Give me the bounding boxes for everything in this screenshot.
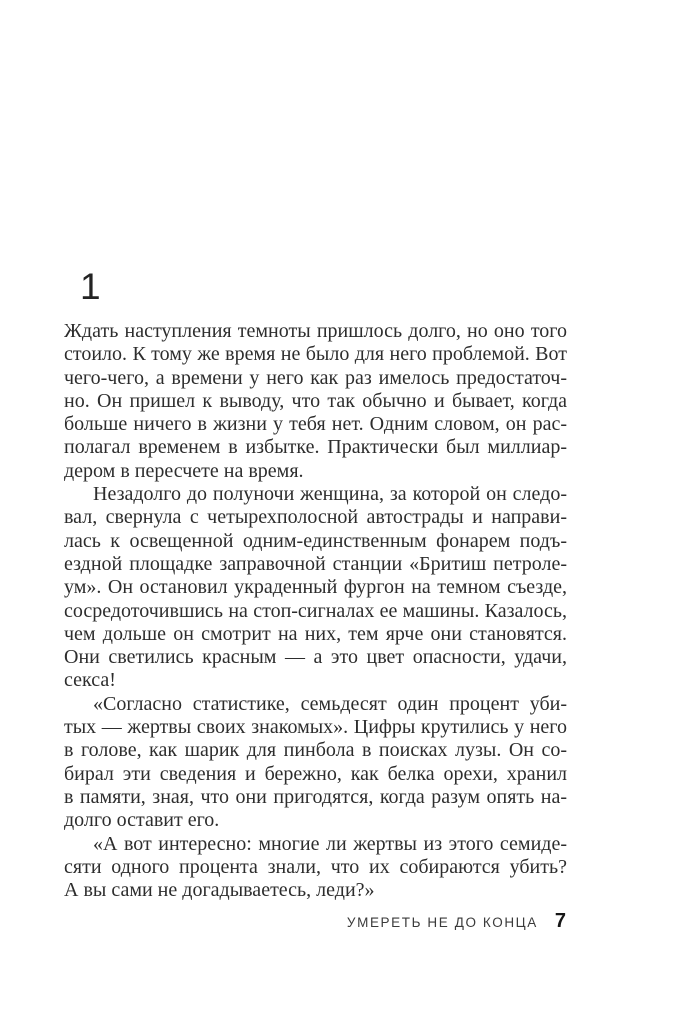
body-text bbox=[64, 320, 567, 902]
text-line: вал, свернула с четырехполосной автострады и направи- bbox=[64, 506, 567, 529]
text-line: «А вот интересно: многие ли жертвы из этого семиде- bbox=[93, 832, 567, 855]
text-line: тых — жертвы своих знакомых». Цифры крутились у него bbox=[64, 716, 567, 739]
text-line: А вы сами не догадываетесь, леди?» bbox=[64, 879, 375, 902]
text-line: дером в пересчете на время. bbox=[64, 459, 304, 482]
text-line: лась к освещенной одним-единственным фонарем подъ- bbox=[64, 529, 567, 552]
text-line: в памяти, зная, что они пригодятся, когда разум опять на- bbox=[64, 785, 567, 808]
page-footer bbox=[347, 910, 566, 933]
paragraph bbox=[64, 483, 567, 693]
text-line: ездной площадке заправочной станции «Бритиш петроле- bbox=[64, 552, 567, 575]
text-line: секса! bbox=[64, 669, 116, 692]
paragraph bbox=[64, 320, 567, 483]
paragraph bbox=[64, 693, 567, 833]
text-line: но. Он пришел к выводу, что так обычно и бывает, когда bbox=[64, 389, 567, 412]
text-line: полагал временем в избытке. Практически был миллиар- bbox=[64, 436, 567, 459]
text-line: в голове, как шарик для пинбола в поисках лузы. Он со- bbox=[64, 739, 567, 762]
text-line: Незадолго до полуночи женщина, за которой он следо- bbox=[93, 483, 567, 506]
text-line: чего-чего, а времени у него как раз имелось предостаточ- bbox=[64, 366, 567, 389]
text-line: чем дольше он смотрит на них, тем ярче они становятся. bbox=[64, 622, 567, 645]
text-line: бирал эти сведения и бережно, как белка орехи, хранил bbox=[64, 762, 567, 785]
text-line: Ждать наступления темноты пришлось долго, но оно того bbox=[64, 320, 567, 342]
chapter-number: 1 bbox=[80, 266, 101, 307]
text-line: долго оставит его. bbox=[64, 809, 220, 832]
text-line: больше ничего в жизни у тебя нет. Одним словом, он рас- bbox=[64, 413, 567, 436]
text-line: Они светились красным — а это цвет опасности, удачи, bbox=[64, 646, 567, 669]
text-line: ум». Он остановил украденный фургон на темном съезде, bbox=[64, 576, 567, 599]
page-number: 7 bbox=[554, 910, 566, 932]
text-line: «Согласно статистике, семьдесят один процент уби- bbox=[93, 692, 567, 715]
text-line: сосредоточившись на стоп-сигналах ее машины. Казалось, bbox=[64, 599, 567, 622]
running-title: УМЕРЕТЬ НЕ ДО КОНЦА bbox=[346, 915, 538, 930]
text-line: сяти одного процента знали, что их собираются убить? bbox=[64, 855, 567, 878]
text-line: стоило. К тому же время не было для него проблемой. Вот bbox=[64, 343, 567, 366]
paragraph bbox=[64, 833, 567, 903]
